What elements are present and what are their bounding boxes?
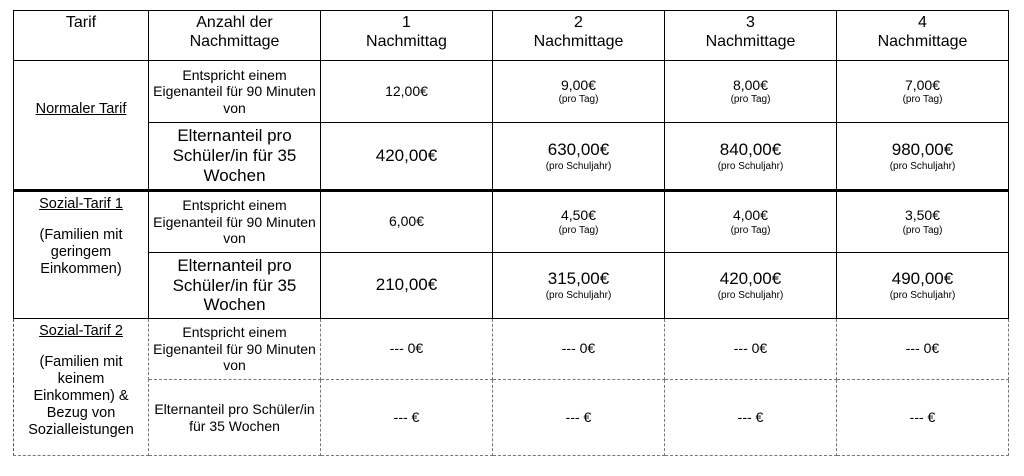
value-cell — [493, 61, 665, 123]
value: --- 0€ — [905, 340, 940, 357]
value-cell — [837, 123, 1009, 191]
header-col-4 — [837, 11, 1009, 61]
value-cell — [493, 123, 665, 191]
value-cell — [665, 319, 837, 380]
header-col-1 — [321, 11, 493, 61]
header-col-label: Nachmittag — [366, 32, 447, 50]
value-cell — [493, 253, 665, 319]
value-unit: (pro Schuljahr) — [545, 290, 612, 302]
value-cell — [665, 191, 837, 253]
value: --- 0€ — [561, 340, 596, 357]
value-unit: (pro Schuljahr) — [889, 160, 956, 172]
header-col-label: Nachmittage — [533, 32, 624, 50]
value-cell — [321, 123, 493, 191]
tarif-title: Sozial-Tarif 1 — [39, 196, 123, 212]
row-desc: Elternanteil pro Schüler/in für 35 Wochen — [149, 380, 321, 456]
sozial-tarif-2-cell — [14, 319, 149, 456]
header-col-num: 2 — [574, 14, 583, 31]
tariff-table-wrapper — [13, 10, 1009, 456]
value: 12,00€ — [385, 82, 428, 99]
header-col-2 — [493, 11, 665, 61]
value: --- € — [393, 408, 420, 425]
value-cell — [493, 319, 665, 380]
value: 420,00€ — [375, 145, 438, 165]
tarif-title: Normaler Tarif — [35, 101, 127, 117]
normal-tarif-row-eigenanteil — [14, 61, 1009, 123]
value-cell — [837, 191, 1009, 253]
value-unit: (pro Tag) — [730, 94, 771, 106]
header-col-num: 3 — [746, 14, 755, 31]
value-unit: (pro Tag) — [730, 224, 771, 236]
normal-tarif-cell — [14, 61, 149, 191]
value: 4,00€ — [732, 207, 769, 224]
normal-tarif-row-elternanteil — [14, 123, 1009, 191]
value-cell — [493, 191, 665, 253]
header-anzahl: Anzahl der Nachmittage — [149, 11, 321, 61]
row-desc: Entspricht einem Eigenanteil für 90 Minuten von — [149, 191, 321, 253]
value-cell — [665, 380, 837, 456]
value: 490,00€ — [891, 269, 954, 289]
value-unit: (pro Schuljahr) — [717, 160, 784, 172]
value: 210,00€ — [375, 275, 438, 295]
value: 420,00€ — [719, 269, 782, 289]
header-col-num: 1 — [402, 14, 411, 31]
header-col-label: Nachmittage — [705, 32, 796, 50]
value: 630,00€ — [547, 139, 610, 159]
value-cell — [321, 253, 493, 319]
row-desc: Entspricht einem Eigenanteil für 90 Minuten von — [149, 61, 321, 123]
value-unit: (pro Tag) — [902, 94, 943, 106]
row-desc: Elternanteil pro Schüler/in für 35 Wochen — [149, 253, 321, 319]
value: 6,00€ — [388, 213, 425, 230]
value: 9,00€ — [560, 76, 597, 93]
sozial-tarif-2-row-elternanteil — [14, 380, 1009, 456]
value: --- 0€ — [389, 340, 424, 357]
value: --- € — [909, 408, 936, 425]
header-row — [14, 11, 1009, 61]
value-unit: (pro Schuljahr) — [545, 160, 612, 172]
tarif-note: (Familien mit keinem Einkommen) & Bezug von Sozialleistungen — [28, 353, 134, 438]
tariff-table — [13, 10, 1009, 456]
sozial-tarif-2-row-eigenanteil — [14, 319, 1009, 380]
value-cell — [665, 253, 837, 319]
sozial-tarif-1-cell — [14, 191, 149, 319]
value-cell — [837, 380, 1009, 456]
value-cell — [837, 253, 1009, 319]
value-cell — [665, 61, 837, 123]
header-col-3 — [665, 11, 837, 61]
value-cell — [321, 61, 493, 123]
row-desc: Entspricht einem Eigenanteil für 90 Minuten von — [149, 319, 321, 380]
value: 315,00€ — [547, 269, 610, 289]
value-unit: (pro Tag) — [902, 224, 943, 236]
value: 8,00€ — [732, 76, 769, 93]
value-cell — [837, 319, 1009, 380]
value-cell — [493, 380, 665, 456]
value: --- € — [565, 408, 592, 425]
tarif-title: Sozial-Tarif 2 — [39, 323, 123, 339]
value: --- 0€ — [733, 340, 768, 357]
value: 840,00€ — [719, 139, 782, 159]
value-cell — [321, 380, 493, 456]
value-unit: (pro Schuljahr) — [717, 290, 784, 302]
header-col-label: Nachmittage — [877, 32, 968, 50]
value: 7,00€ — [904, 76, 941, 93]
sozial-tarif-1-row-elternanteil — [14, 253, 1009, 319]
value: 4,50€ — [560, 207, 597, 224]
row-desc: Elternanteil pro Schüler/in für 35 Wochen — [149, 123, 321, 191]
sozial-tarif-1-row-eigenanteil — [14, 191, 1009, 253]
tarif-note: (Familien mit geringem Einkommen) — [39, 226, 123, 277]
value-cell — [321, 191, 493, 253]
header-col-num: 4 — [918, 14, 927, 31]
value-unit: (pro Schuljahr) — [889, 290, 956, 302]
value: 980,00€ — [891, 139, 954, 159]
value: --- € — [737, 408, 764, 425]
value-cell — [665, 123, 837, 191]
value: 3,50€ — [904, 207, 941, 224]
header-tarif: Tarif — [14, 11, 149, 61]
value-unit: (pro Tag) — [558, 94, 599, 106]
value-unit: (pro Tag) — [558, 224, 599, 236]
value-cell — [837, 61, 1009, 123]
value-cell — [321, 319, 493, 380]
